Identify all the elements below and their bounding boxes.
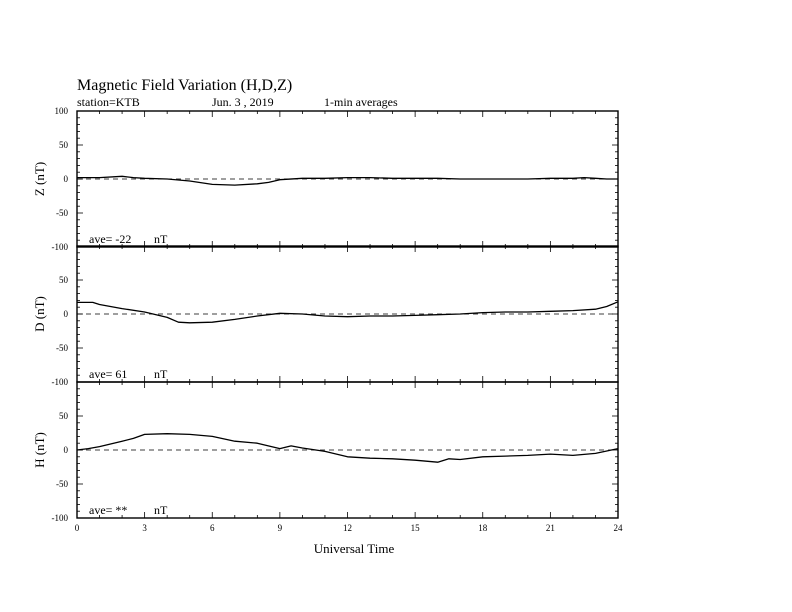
series-line-d (77, 302, 618, 323)
average-label-d: ave= 61 (89, 367, 128, 381)
y-tick-label-h: -50 (56, 479, 68, 489)
x-tick-label: 3 (142, 523, 147, 533)
y-tick-label-z: 50 (59, 140, 68, 150)
averaging-label: 1-min averages (324, 95, 398, 109)
average-label-z: ave= -22 (89, 232, 132, 246)
x-tick-label: 24 (613, 523, 623, 533)
y-tick-label-z: 0 (63, 174, 68, 184)
average-unit-h: nT (154, 503, 168, 517)
y-tick-label-h: 0 (63, 445, 68, 455)
average-unit-z: nT (154, 232, 168, 246)
x-tick-label: 12 (343, 523, 352, 533)
x-tick-label: 9 (277, 523, 283, 533)
x-tick-label: 18 (478, 523, 488, 533)
x-tick-label: 0 (74, 523, 80, 533)
y-tick-label-z: -50 (56, 208, 68, 218)
y-axis-label-h: H (nT) (32, 432, 47, 468)
y-axis-label-z: Z (nT) (32, 161, 47, 197)
station-label: station=KTB (77, 95, 140, 109)
average-unit-d: nT (154, 367, 168, 381)
x-axis-label: Universal Time (313, 541, 395, 556)
x-tick-label: 15 (410, 523, 420, 533)
y-tick-label-d: -50 (56, 343, 68, 353)
y-tick-label-d: -100 (51, 377, 68, 387)
chart-title: Magnetic Field Variation (H,D,Z) (77, 77, 293, 94)
y-axis-label-d: D (nT) (32, 296, 47, 332)
x-tick-label: 6 (210, 523, 215, 533)
y-tick-label-d: 0 (63, 309, 68, 319)
y-tick-label-z: 100 (54, 106, 68, 116)
x-tick-label: 21 (545, 523, 555, 533)
y-tick-label-h: -100 (51, 513, 68, 523)
date-label: Jun. 3 , 2019 (212, 95, 274, 109)
y-tick-label-z: -100 (51, 242, 68, 252)
series-line-h (77, 434, 618, 463)
average-label-h: ave= ** (89, 503, 128, 517)
series-line-z (77, 176, 618, 185)
y-tick-label-h: 50 (59, 411, 68, 421)
y-tick-label-d: 50 (59, 275, 68, 285)
